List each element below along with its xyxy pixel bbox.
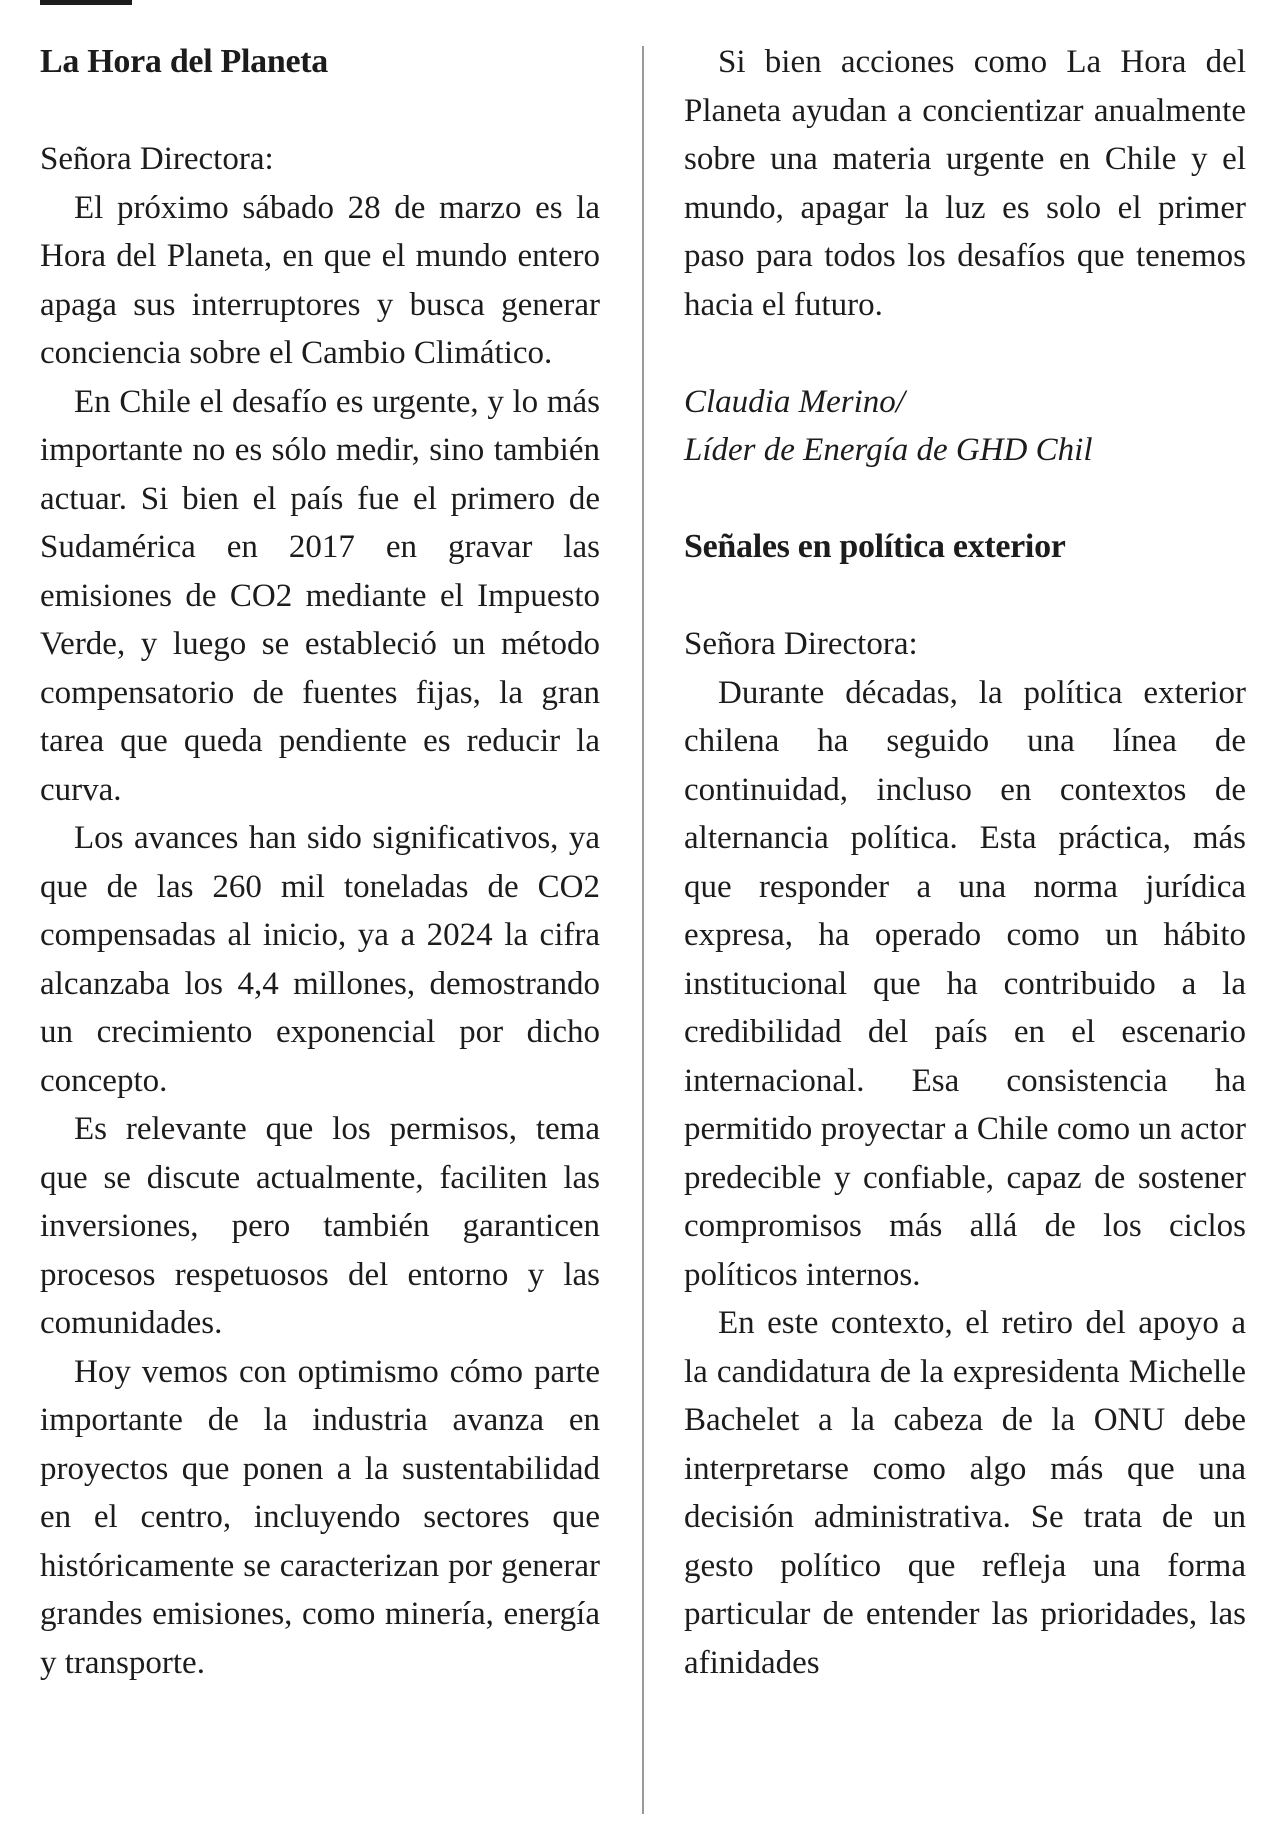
paragraph: En Chile el desafío es urgente, y lo más importante no es sólo medir, sino también actuar. Si bien el país fue el primero de Sudamérica en 2017 en gravar las emisiones de CO2 mediante el Impuesto Verde, y luego se estableció un método compensatorio de fuentes fijas, la gran tarea que queda pendiente es reducir la curva. (40, 383, 600, 808)
signature-name: Claudia Merino/ (684, 383, 905, 420)
letter-headline-politica-exterior: Señales en política exterior (684, 528, 1066, 565)
paragraph: Durante décadas, la política exterior chilena ha seguido una línea de continuidad, incluso en contextos de alternancia política. Esta práctica, más que responder a una norma jurídica expresa, ha operado como un hábito institucional que ha contribuido a la credibilidad del país en el escenario internacional. Esa consistencia ha permitido proyectar a Chile como un actor predecible y confiable, capaz de sostener compromisos más allá de los ciclos políticos internos. (684, 674, 1246, 1293)
letter-column-left (40, 38, 600, 1687)
letter-headline-hora-del-planeta: La Hora del Planeta (40, 43, 328, 80)
letter-column-right (684, 38, 1246, 1687)
paragraph-continuation: Si bien acciones como La Hora del Planeta ayudan a concientizar anualmente sobre una materia urgente en Chile y el mundo, apagar la luz es solo el primer paso para todos los desafíos que tenemos hacia el futuro. (684, 44, 1246, 323)
column-divider (642, 46, 644, 1814)
salutation: Señora Directora: (40, 141, 274, 177)
paragraph: Hoy vemos con optimismo cómo parte importante de la industria avanza en proyectos que ponen a la sustentabilidad en el centro, incluyendo sectores que históricamente se caracterizan por generar grandes emisiones, como minería, energía y transporte. (40, 1353, 600, 1681)
paragraph: Los avances han sido significativos, ya que de las 260 mil toneladas de CO2 compensadas al inicio, ya a 2024 la cifra alcanzaba los 4,4 millones, demostrando un crecimiento exponencial por dicho concepto. (40, 820, 600, 1099)
signature-title: Líder de Energía de GHD Chil (684, 432, 1093, 468)
top-rule (40, 0, 132, 5)
paragraph: Es relevante que los permisos, tema que se discute actualmente, faciliten las inversiones, pero también garanticen procesos respetuosos del entorno y las comunidades. (40, 1111, 600, 1341)
salutation: Señora Directora: (684, 626, 918, 662)
paragraph: El próximo sábado 28 de marzo es la Hora del Planeta, en que el mundo entero apaga sus interruptores y busca generar conciencia sobre el Cambio Climático. (40, 189, 600, 371)
paragraph: En este contexto, el retiro del apoyo a la candidatura de la expresidenta Michelle Bachelet a la cabeza de la ONU debe interpretarse como algo más que una decisión administrativa. Se trata de un gesto político que refleja una forma particular de entender las prioridades, las afinidades (684, 1305, 1246, 1681)
